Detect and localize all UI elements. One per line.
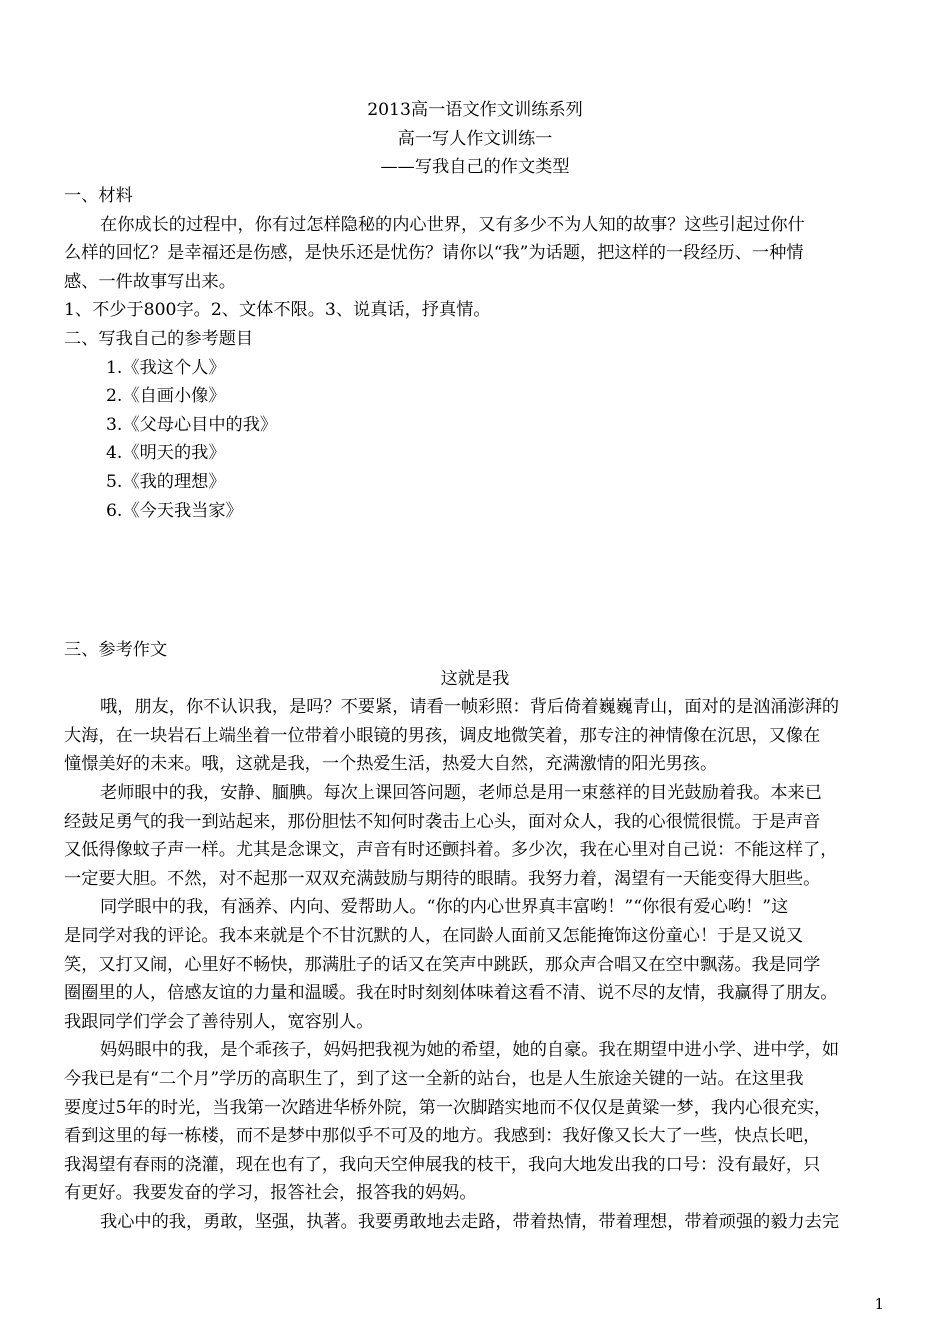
topic-item: 4.《明天的我》: [106, 443, 226, 464]
essay-line: 圈圈里的人，倍感友谊的力量和温暖。我在时时刻刻体味着这看不清、说不尽的友情，我赢得了朋友。: [64, 983, 838, 1004]
document-title: 2013高一语文作文训练系列: [367, 100, 583, 120]
paragraph-line: 么样的回忆？是幸福还是伤感，是快乐还是忧伤？请你以“我”为话题，把这样的一段经历、一种情: [64, 243, 804, 264]
section-heading: 二、写我自己的参考题目: [64, 329, 254, 349]
essay-title: 这就是我: [440, 668, 510, 689]
title-block: [64, 96, 886, 182]
essay-line: 经鼓足勇气的我一到站起来，那份胆怯不知何时袭击上心头，面对众人，我的心很慌很慌。于是声音: [64, 811, 821, 832]
section-essay: [64, 636, 886, 1236]
section-heading: 三、参考作文: [64, 640, 168, 660]
paragraph-line: 在你成长的过程中，你有过怎样隐秘的内心世界，又有多少不为人知的故事？这些引起过你什: [100, 214, 805, 235]
document-subtitle: 高一写人作文训练一: [397, 128, 553, 149]
essay-line: 我心中的我，勇敢，坚强，执著。我要勇敢地去走路，带着热情，带着理想，带着顽强的毅力去完: [100, 1211, 840, 1232]
essay-line: 哦，朋友，你不认识我，是吗？不要紧，请看一帧彩照：背后倚着巍巍青山，面对的是汹涌澎湃的: [100, 697, 840, 718]
essay-line: 有更好。我要发奋的学习，报答社会，报答我的妈妈。: [64, 1183, 477, 1204]
paragraph-line: 感、一件故事写出来。: [64, 271, 236, 292]
document-theme: ——写我自己的作文类型: [380, 157, 570, 178]
essay-line: 我跟同学们学会了善待别人，宽容别人。: [64, 1011, 374, 1032]
topic-item: 1.《我这个人》: [106, 357, 226, 378]
essay-line: 是同学对我的评论。我本来就是个不甘沉默的人，在同龄人面前又怎能掩饰这份童心！于是又说又: [64, 925, 804, 946]
essay-line: 今我已是有“二个月”学历的高职生了，到了这一全新的站台，也是人生旅途关键的一站。在这里我: [64, 1068, 804, 1089]
essay-line: 要度过5年的时光，当我第一次踏进华桥外院，第一次脚踏实地而不仅仅是黄粱一梦，我内心很充实，: [64, 1097, 832, 1118]
essay-line: 笑，又打又闹，心里好不畅快，那满肚子的话又在笑声中跳跃，那众声合唱又在空中飘荡。我是同学: [64, 954, 821, 975]
essay-line: 憧憬美好的未来。哦，这就是我，一个热爱生活，热爱大自然，充满激情的阳光男孩。: [64, 754, 718, 775]
topic-item: 6.《今天我当家》: [106, 500, 243, 521]
essay-line: 老师眼中的我，安静、腼腆。每次上课回答问题，老师总是用一束慈祥的目光鼓励着我。本来已: [100, 782, 822, 803]
topic-item: 2.《自画小像》: [106, 386, 226, 407]
essay-line: 看到这里的每一栋楼，而不是梦中那似乎不可及的地方。我感到：我好像又长大了一些，快点长吧，: [64, 1126, 821, 1147]
requirements-line: 1、不少于800字。2、文体不限。3、说真话，抒真情。: [64, 300, 491, 321]
section-materials: [64, 182, 886, 325]
section-topics: [64, 325, 886, 525]
section-heading: 一、材料: [64, 186, 133, 206]
topic-item: 5.《我的理想》: [106, 471, 226, 492]
essay-line: 我渴望有春雨的浇灌，现在也有了，我向天空伸展我的枝干，我向大地发出我的口号：没有最好，只: [64, 1154, 821, 1175]
essay-line: 妈妈眼中的我，是个乖孩子，妈妈把我视为她的希望，她的自豪。我在期望中进小学、进中学，如: [100, 1040, 840, 1061]
essay-line: 大海，在一块岩石上端坐着一位带着小眼镜的男孩，调皮地微笑着，那专注的神情像在沉思，又像在: [64, 725, 821, 746]
essay-line: 一定要大胆。不然，对不起那一双双充满鼓励与期待的眼睛。我努力着，渴望有一天能变得大胆些。: [64, 868, 821, 889]
essay-line: 又低得像蚊子声一样。尤其是念课文，声音有时还颤抖着。多少次，我在心里对自己说：不能这样了，: [64, 840, 838, 861]
topic-item: 3.《父母心目中的我》: [106, 414, 278, 435]
essay-line: 同学眼中的我，有涵养、内向、爱帮助人。“你的内心世界真丰富哟！”“你很有爱心哟！”这: [100, 897, 789, 918]
page-number: 1: [874, 1295, 884, 1313]
